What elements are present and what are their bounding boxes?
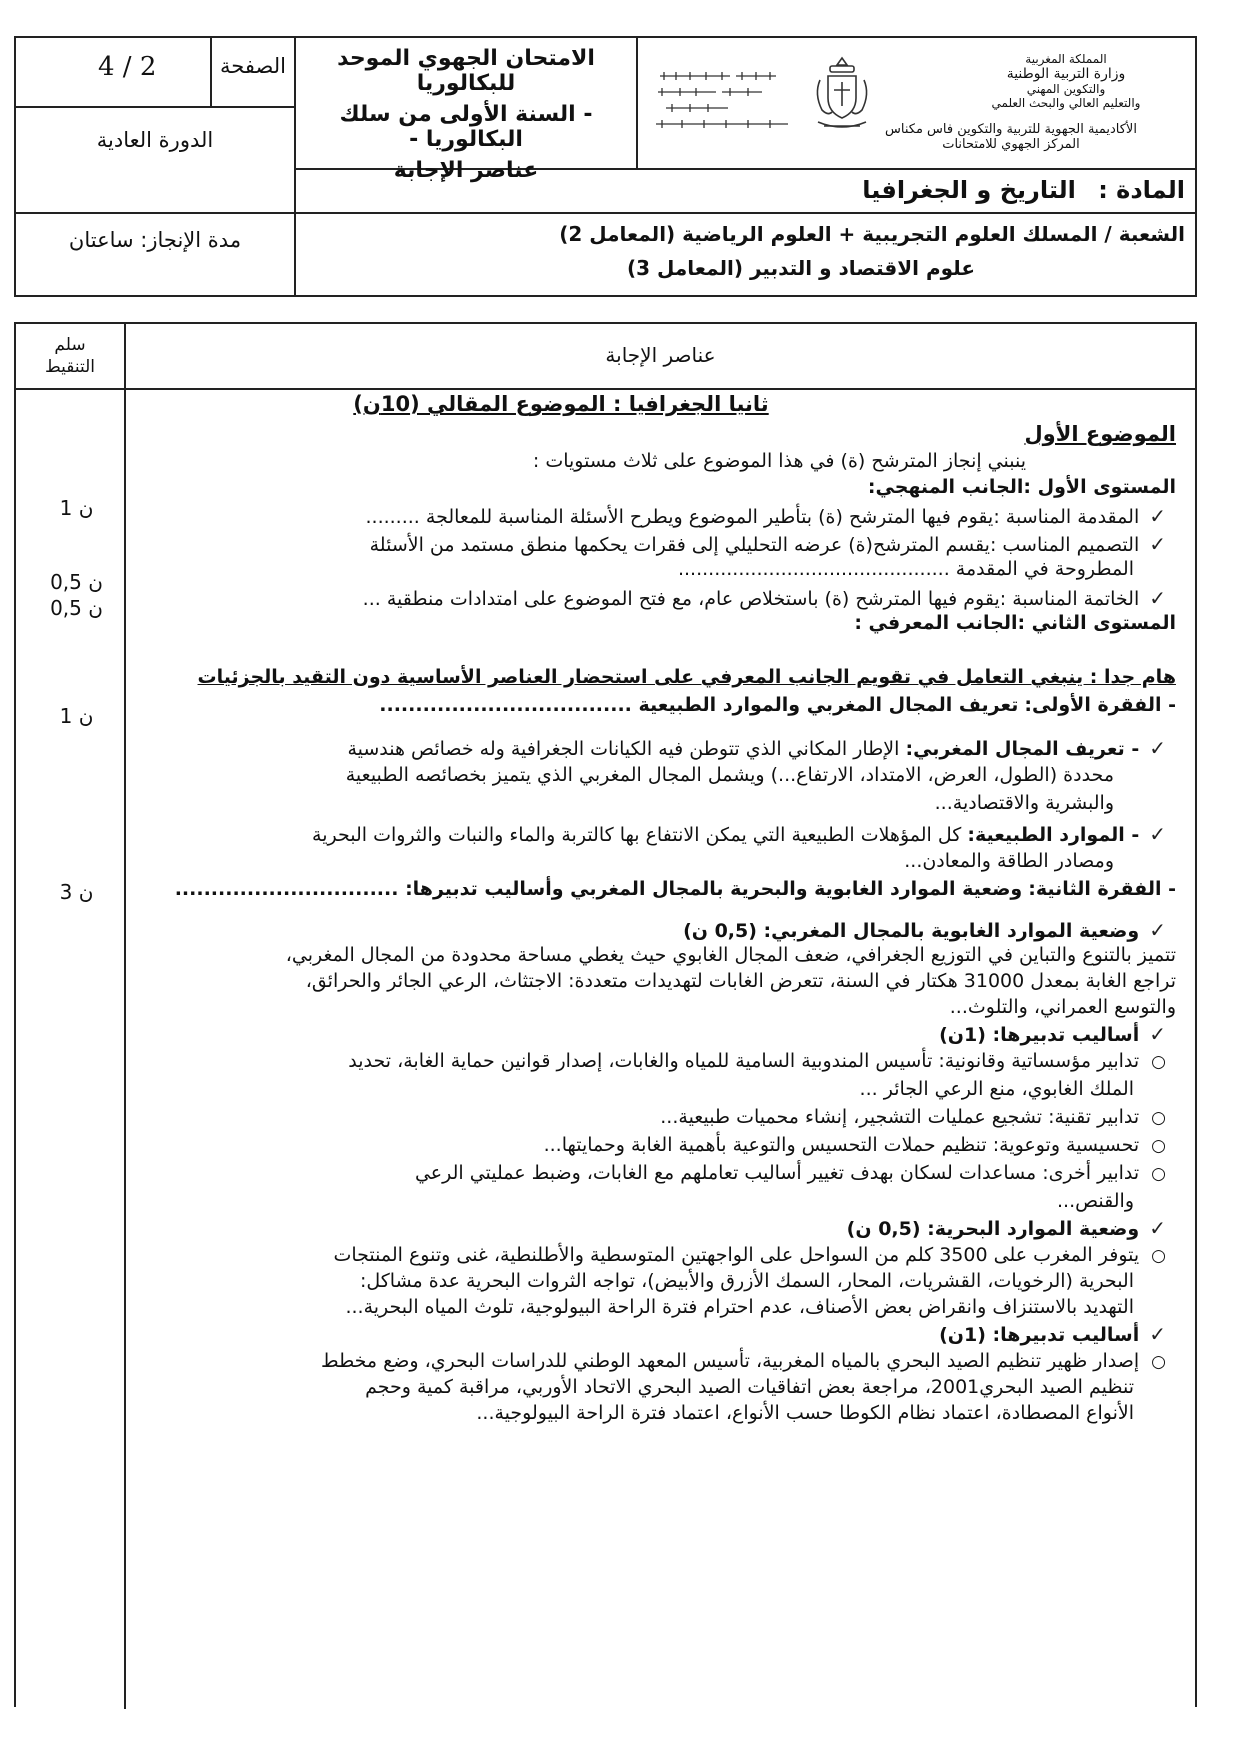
session-cell [16, 108, 294, 214]
page-label-cell [210, 38, 294, 108]
para1: - الفقرة الأولى: تعريف المجال المغربي والموارد الطبيعية ................................... [379, 694, 1176, 716]
forest-m2: ○تدابير تقنية: تشجيع عمليات التشجير، إنشاء محميات طبيعية... [660, 1106, 1166, 1128]
level1-item-2: ✓التصميم المناسب :يقسم المترشح(ة) عرضه التحليلي إلى فقرات يحكمها منطق مستمد من الأسئلة [369, 532, 1166, 556]
marine-m1-b: تنظيم الصيد البحري2001، مراجعة بعض اتفاقيات الصيد البحري الاتحاد الأوربي، مراقبة كمية وحجم [365, 1376, 1134, 1398]
def1-b: محددة (الطول، العرض، الامتداد، الارتفاع...) ويشمل المجال المغربي الذي يتميز بخصائصه الطبيعية [345, 764, 1114, 786]
forest-m1-b: الملك الغابوي، منع الرعي الجائر ... [859, 1078, 1134, 1100]
duration-cell [16, 214, 294, 295]
forest-title: ✓وضعية الموارد الغابوية بالمجال المغربي: (0,5 ن) [683, 918, 1166, 942]
marine-text-b: البحرية (الرخويات، القشريات، المحار، السمك الأزرق والأبيض)، تواجه الثروات البحرية عدة مشاكل: [359, 1270, 1134, 1292]
tifinagh-text-graphic [652, 68, 800, 132]
score-2: 0,5 ن [50, 570, 103, 594]
header-table [14, 36, 1197, 297]
page-number-cell [16, 38, 210, 108]
institution-1: المملكة المغربية [1025, 52, 1107, 66]
marine-text-a: ○يتوفر المغرب على 3500 كلم من السواحل على الواجهتين المتوسطية والأطلنطية، غنى وتنوع المنتجات [333, 1244, 1166, 1266]
branch-line-1: الشعبة / المسلك العلوم التجريبية + العلوم الرياضية (المعامل 2) [559, 222, 1185, 246]
exam-title-1: الامتحان الجهوي الموحد للبكالوريا [337, 46, 595, 96]
forest-text-a: تتميز بالتنوع والتباين في التوزيع الجغرافي، ضعف المجال الغابوي حيث يغطي مساحة محدودة من المجال المغربي، [285, 944, 1176, 966]
exam-title-2: - السنة الأولى من سلك البكالوريا - [339, 102, 593, 152]
answer-table [14, 322, 1197, 1707]
forest-m3: ○تحسيسية وتوعوية: تنظيم حملات التحسيس والتوعية بأهمية الغابة وحمايتها... [543, 1134, 1166, 1156]
forest-text-b: تراجع الغابة بمعدل 31000 هكتار في السنة، تتعرض الغابات لتهديدات متعددة: الاجتثاث، الرعي الجائر والحرائق، [305, 970, 1176, 992]
level1-item-3: ✓الخاتمة المناسبة :يقوم فيها المترشح (ة) باستخلاص عام، مع فتح الموضوع على امتدادات منطقية ... [362, 586, 1166, 610]
exam-title-3: عناصر الإجابة [393, 158, 539, 183]
institution-3: والتكوين المهني [1026, 82, 1106, 96]
important-note: هام جدا : ينبغي التعامل في تقويم الجانب المعرفي على استحضار العناصر الأساسية دون التقيد بالجزئيات [197, 666, 1176, 688]
score-5: 3 ن [59, 880, 94, 904]
subject-label: المادة : [1098, 176, 1185, 204]
para2: - الفقرة الثانية: وضعية الموارد الغابوية والبحرية بالمجال المغربي وأساليب تدبيرها: ............................... [174, 878, 1176, 900]
level2-title: المستوى الثاني :الجانب المعرفي : [854, 612, 1176, 634]
level1-title: المستوى الأول :الجانب المنهجي: [867, 476, 1176, 498]
col-answers: عناصر الإجابة [605, 343, 716, 367]
def1-c: والبشرية والاقتصادية... [934, 792, 1114, 814]
institution-5: الأكاديمية الجهوية للتربية والتكوين فاس مكناس [885, 122, 1137, 137]
page-number: 4 / 2 [98, 52, 157, 82]
marine-m1-c: الأنواع المصطادة، اعتماد نظام الكوطا حسب الأنواع، اعتماد فترة الراحة البيولوجية... [476, 1402, 1134, 1424]
score-1: 1 ن [59, 496, 94, 520]
intro: ينبني إنجاز المترشح (ة) في هذا الموضوع على ثلاث مستويات : [532, 450, 1026, 472]
def2-b: ومصادر الطاقة والمعادن... [904, 850, 1114, 872]
marine-mgmt-title: ✓أساليب تدبيرها: (1ن) [939, 1322, 1166, 1346]
def2: ✓- الموارد الطبيعية: كل المؤهلات الطبيعية التي يمكن الانتفاع بها كالتربة والماء والنبات والثروات البحرية [312, 822, 1166, 846]
forest-mgmt-title: ✓أساليب تدبيرها: (1ن) [939, 1022, 1166, 1046]
page-label: الصفحة [220, 54, 286, 78]
duration-label: مدة الإنجاز: [140, 228, 242, 252]
score-4: 1 ن [59, 704, 94, 728]
institution-cell [636, 38, 1195, 170]
duration-value: ساعتان [68, 228, 134, 252]
answers-header [124, 324, 1195, 390]
forest-m4: ○تدابير أخرى: مساعدات لسكان بهدف تغيير أساليب تعاملهم مع الغابات، وضبط عمليتي الرعي [414, 1162, 1166, 1184]
institution-2: وزارة التربية الوطنية [1006, 66, 1126, 82]
forest-m1: ○تدابير مؤسساتية وقانونية: تأسيس المندوبية السامية للمياه والغابات، إصدار قوانين حماية الغابة، تحديد [348, 1050, 1166, 1072]
level1-item-2b: المطروحة في المقدمة ............................................. [677, 558, 1134, 580]
session: الدورة العادية [96, 128, 214, 152]
subject-cell [294, 170, 1195, 214]
marine-title: ✓وضعية الموارد البحرية: (0,5 ن) [846, 1216, 1166, 1240]
topic-title: الموضوع الأول [1024, 422, 1176, 446]
marine-m1: ○إصدار ظهير تنظيم الصيد البحري بالمياه المغربية، تأسيس المعهد الوطني للدراسات البحري، وضع مخطط [321, 1350, 1166, 1372]
scores-header [16, 324, 124, 390]
subject-value: التاريخ و الجغرافيا [862, 176, 1076, 204]
institution-6: المركز الجهوي للامتحانات [942, 137, 1080, 152]
section-title: ثانيا الجغرافيا : الموضوع المقالي (10ن) [353, 392, 769, 416]
forest-text-c: والتوسع العمراني، والتلوث... [949, 996, 1176, 1018]
forest-m4-b: والقنص... [1057, 1190, 1134, 1212]
answers-content [136, 390, 1186, 1690]
exam-title-cell [294, 38, 636, 183]
marine-text-c: التهديد بالاستنزاف وانقراض بعض الأصناف، عدم احترام فترة الراحة البيولوجية، تلوث المياه البحرية... [345, 1296, 1134, 1318]
score-3: 0,5 ن [50, 596, 103, 620]
branch-line-2: علوم الاقتصاد و التدبير (المعامل 3) [627, 256, 975, 280]
branch-cell [294, 214, 1195, 295]
col-scores: سلم التنقيط [44, 335, 96, 377]
level1-item-1: ✓المقدمة المناسبة :يقوم فيها المترشح (ة) بتأطير الموضوع ويطرح الأسئلة المناسبة للمعالجة ......... [365, 504, 1166, 528]
institution-4: والتعليم العالي والبحث العلمي [991, 96, 1141, 110]
def1: ✓- تعريف المجال المغربي: الإطار المكاني الذي تتوطن فيه الكيانات الجغرافية وله خصائص هندسية [347, 736, 1166, 760]
